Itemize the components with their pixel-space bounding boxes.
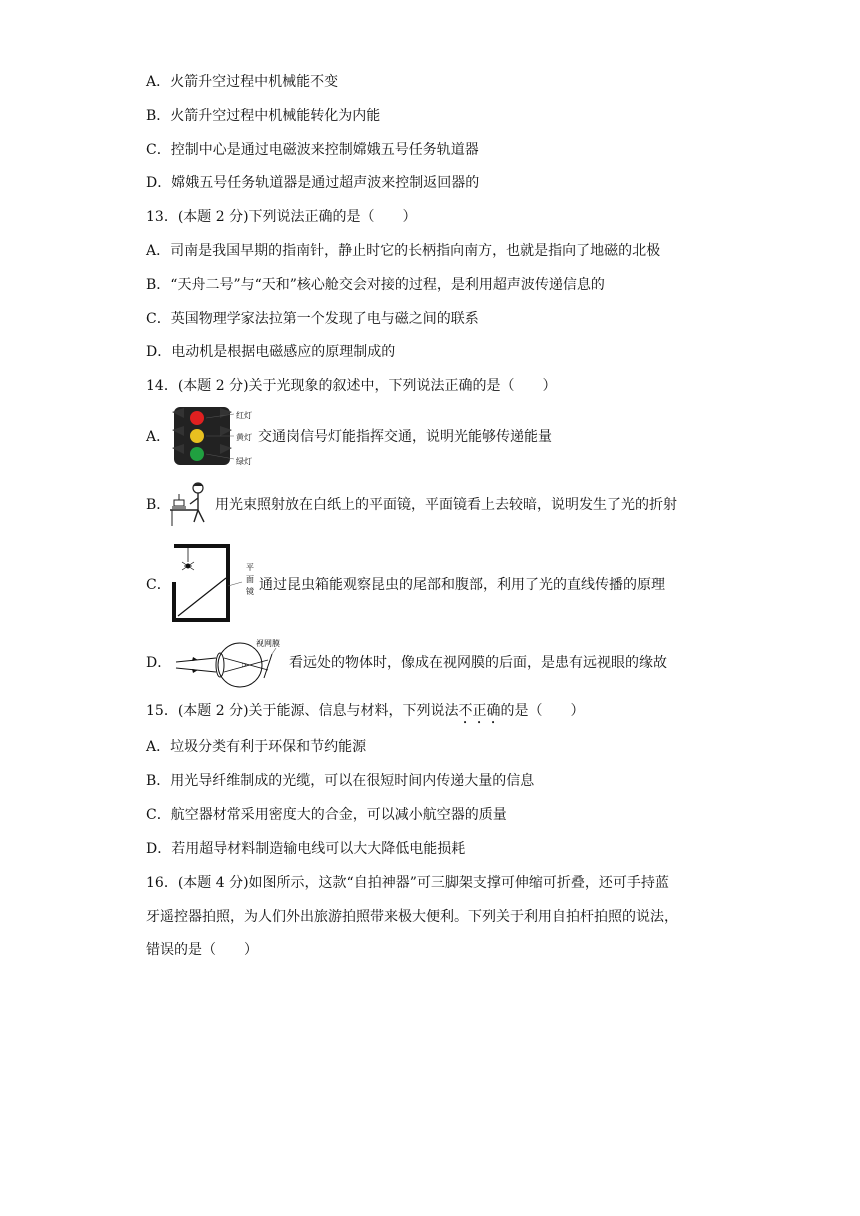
- q12-option-a: A．火箭升空过程中机械能不变: [146, 74, 339, 90]
- yellow-light-label: 黄灯: [236, 433, 252, 442]
- q15-stem-post: 的是（ ）: [500, 703, 585, 719]
- q14-option-b-letter: B．: [146, 497, 171, 513]
- q15-stem: [146, 701, 585, 727]
- q13-option-a: A．司南是我国早期的指南针，静止时它的长柄指向南方，也就是指向了地磁的北极: [146, 243, 661, 259]
- q14-option-a-text: 交通岗信号灯能指挥交通，说明光能够传递能量: [258, 429, 552, 445]
- mirror-label-3: 镜: [246, 587, 254, 596]
- insect-box-figure: [170, 542, 262, 624]
- retina-label: 视网膜: [256, 639, 280, 648]
- q15-option-d: D．若用超导材料制造输电线可以大大降低电能损耗: [146, 841, 466, 857]
- q13-option-b: B．“天舟二号”与“天和”核心舱交会对接的过程，是利用超声波传递信息的: [146, 277, 605, 293]
- q12-option-c: C．控制中心是通过电磁波来控制嫦娥五号任务轨道器: [146, 142, 479, 158]
- q16-stem-line-1: 16．(本题 4 分)如图所示，这款“自拍神器”可三脚架支撑可伸缩可折叠，还可手持蓝: [146, 875, 669, 891]
- q15-stem-pre: 15．(本题 2 分)关于能源、信息与材料，下列说法: [146, 703, 459, 719]
- q15-stem-emphasis: 不正确: [458, 703, 501, 719]
- mirror-experiment-figure: [168, 480, 214, 528]
- q13-option-d: D．电动机是根据电磁感应的原理制成的: [146, 344, 396, 360]
- q15-option-b: B．用光导纤维制成的光缆，可以在很短时间内传递大量的信息: [146, 773, 535, 789]
- mirror-label-1: 平: [246, 563, 254, 572]
- red-light-icon: [190, 411, 204, 425]
- q14-option-c-text: 通过昆虫箱能观察昆虫的尾部和腹部，利用了光的直线传播的原理: [259, 577, 665, 593]
- green-light-icon: [190, 447, 204, 461]
- q14-option-c-letter: C．: [146, 577, 171, 593]
- q15-option-a: A．垃圾分类有利于环保和节约能源: [146, 739, 367, 755]
- red-light-label: 红灯: [236, 411, 252, 420]
- q13-stem: 13．(本题 2 分)下列说法正确的是（ ）: [146, 209, 417, 225]
- q14-option-d-letter: D．: [146, 655, 172, 671]
- q12-option-d: D．嫦娥五号任务轨道器是通过超声波来控制返回器的: [146, 175, 480, 191]
- q14-option-b-text: 用光束照射放在白纸上的平面镜，平面镜看上去较暗，说明发生了光的折射: [215, 497, 677, 513]
- green-light-label: 绿灯: [236, 457, 252, 466]
- q14-option-a-letter: A．: [146, 429, 171, 445]
- eye-diagram-figure: [172, 636, 284, 692]
- q16-stem-line-2: 牙遥控器拍照，为人们外出旅游拍照带来极大便利。下列关于利用自拍杆拍照的说法，: [146, 909, 678, 925]
- q16-stem-line-3: 错误的是（ ）: [146, 942, 258, 958]
- traffic-light-figure: [170, 404, 262, 470]
- yellow-light-icon: [190, 429, 204, 443]
- q14-stem: 14．(本题 2 分)关于光现象的叙述中，下列说法正确的是（ ）: [146, 378, 557, 394]
- q12-option-b: B．火箭升空过程中机械能转化为内能: [146, 108, 381, 124]
- q14-option-d-text: 看远处的物体时，像成在视网膜的后面，是患有远视眼的缘故: [289, 655, 667, 671]
- mirror-label-2: 面: [246, 575, 254, 584]
- q13-option-c: C．英国物理学家法拉第一个发现了电与磁之间的联系: [146, 311, 479, 327]
- q15-option-c: C．航空器材常采用密度大的合金，可以减小航空器的质量: [146, 807, 507, 823]
